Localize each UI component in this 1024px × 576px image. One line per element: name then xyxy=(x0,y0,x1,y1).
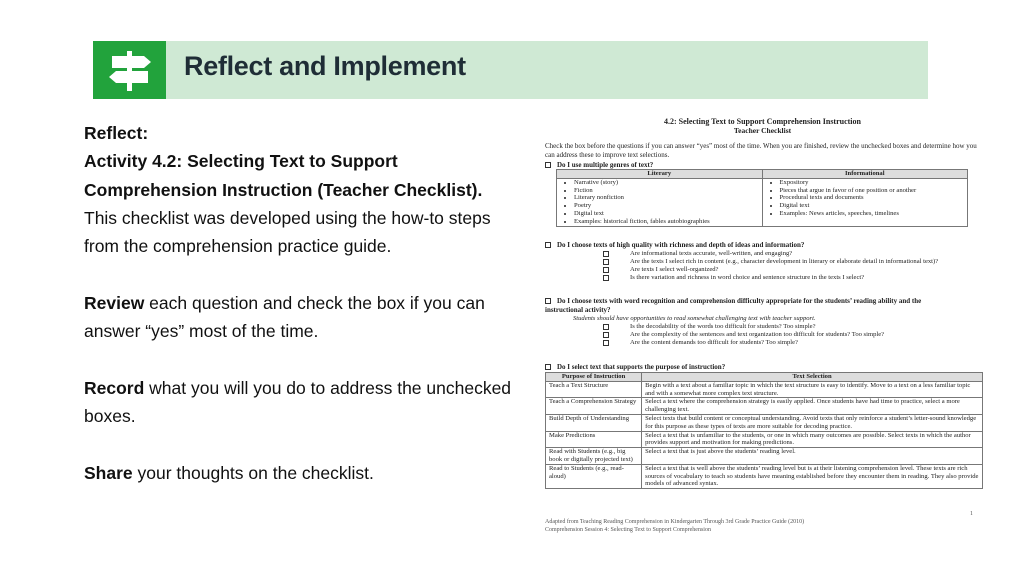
question-difficulty xyxy=(545,297,945,314)
column-header: Text Selection xyxy=(642,373,983,382)
list-item: • Narrative (story) xyxy=(574,179,759,187)
selection-cell: Select a text where the comprehension strategy is easily applied. Once students have had time to practice, select a more challenging text. xyxy=(642,398,983,415)
selection-cell: Select a text that is just above the students’ reading level. xyxy=(642,448,983,465)
literary-cell xyxy=(557,178,763,226)
table-row xyxy=(546,398,983,415)
subquestion xyxy=(603,266,981,274)
question-quality xyxy=(545,241,975,250)
subquestion-text: Are the texts I select rich in content (e.g., character development in literary or elaborate detail in informational text)? xyxy=(630,258,939,265)
informational-cell xyxy=(762,178,968,226)
purpose-cell: Teach a Text Structure xyxy=(546,381,642,398)
record-instruction xyxy=(84,374,514,431)
subquestion xyxy=(603,250,981,258)
checkbox[interactable] xyxy=(545,298,551,304)
share-text: your thoughts on the checklist. xyxy=(132,462,374,483)
checkbox[interactable] xyxy=(545,242,551,248)
purpose-cell: Build Depth of Understanding xyxy=(546,414,642,431)
list-item: • Fiction xyxy=(574,187,759,195)
list-item: • Pieces that argue in favor of one position or another xyxy=(780,187,965,195)
subquestion xyxy=(603,323,981,331)
question-text: Do I choose texts with word recognition and comprehension difficulty appropriate for the students’ reading ability and the instructional activity? xyxy=(545,297,922,314)
table-row xyxy=(546,464,983,488)
subquestion-text: Are the complexity of the sentences and text organization too difficult for students? Too simple? xyxy=(630,331,885,338)
reflect-heading: Reflect: xyxy=(84,123,149,143)
list-item: • Expository xyxy=(780,179,965,187)
question-purpose xyxy=(545,363,725,372)
checkbox[interactable] xyxy=(603,259,609,265)
column-header: Informational xyxy=(762,170,968,179)
difficulty-note: Students should have opportunities to read somewhat challenging text with teacher support. xyxy=(573,315,816,322)
checkbox[interactable] xyxy=(545,364,551,370)
footer-line: Comprehension Session 4: Selecting Text to Support Comprehension xyxy=(545,526,711,533)
checkbox[interactable] xyxy=(603,324,609,330)
list-item: • Examples: historical fiction, fables autobiographies xyxy=(574,218,759,226)
question-text: Do I choose texts of high quality with richness and depth of ideas and information? xyxy=(557,241,805,249)
difficulty-subquestions xyxy=(603,323,981,347)
purpose-cell: Make Predictions xyxy=(546,431,642,448)
checklist-subtitle: Teacher Checklist xyxy=(733,126,792,135)
list-item: • Digital text xyxy=(574,210,759,218)
table-row xyxy=(546,448,983,465)
selection-cell: Select a text that is well above the students’ reading level but is at their listening comprehension level. These texts are rich sources of vocabulary to teach so students have meaning established before they encounter them in reading. They also provide models of advanced syntax. xyxy=(642,464,983,488)
subquestion-text: Are texts I select well-organized? xyxy=(630,266,719,273)
subquestion xyxy=(603,258,981,266)
document-footer xyxy=(545,519,804,534)
checkbox[interactable] xyxy=(603,267,609,273)
review-text: each question and check the box if you can answer “yes” most of the time. xyxy=(84,292,485,342)
signpost-icon-box xyxy=(93,41,166,99)
subquestion-text: Is the decodability of the words too difficult for students? Too simple? xyxy=(630,323,816,330)
question-text: Do I select text that supports the purpose of instruction? xyxy=(557,363,726,371)
header-banner xyxy=(93,41,928,99)
column-header: Literary xyxy=(557,170,763,179)
selection-cell: Select a text that is unfamiliar to the students, or one in which many outcomes are possible. Select texts in which the author provides support and motivation for making predictions. xyxy=(642,431,983,448)
activity-title: Activity 4.2: Selecting Text to Support Comprehension Instruction (Teacher Checklist). xyxy=(84,151,483,200)
purpose-cell: Teach a Comprehension Strategy xyxy=(546,398,642,415)
purpose-cell: Read with Students (e.g., big book or digitally projected text) xyxy=(546,448,642,465)
list-item: • Examples: News articles, speeches, timelines xyxy=(780,210,965,218)
selection-cell: Select texts that build content or conceptual understanding. Avoid texts that only reinforce a student’s letter-sound knowledge for this purpose as these types of texts are more suitable for decoding practice. xyxy=(642,414,983,431)
quality-subquestions xyxy=(603,250,981,282)
review-keyword: Review xyxy=(84,292,145,313)
instructions-panel xyxy=(84,119,514,487)
subquestion xyxy=(603,274,981,282)
subquestion xyxy=(603,339,981,347)
review-instruction xyxy=(84,289,514,346)
list-item: • Poetry xyxy=(574,202,759,210)
subquestion-text: Is there variation and richness in word choice and sentence structure in the texts I select? xyxy=(630,274,865,281)
checkbox[interactable] xyxy=(603,340,609,346)
table-row xyxy=(546,414,983,431)
subquestion-text: Are the content demands too difficult for students? Too simple? xyxy=(630,339,798,346)
page-number: 1 xyxy=(970,511,973,517)
genre-table xyxy=(556,169,968,227)
list-item: • Procedural texts and documents xyxy=(780,194,965,202)
table-row xyxy=(546,381,983,398)
checkbox[interactable] xyxy=(603,251,609,257)
checkbox[interactable] xyxy=(545,162,551,168)
list-item: • Literary nonfiction xyxy=(574,194,759,202)
checklist-intro: Check the box before the questions if you can answer “yes” most of the time. When you are finished, review the unchecked boxes and determine how you can address these to improve text selections. xyxy=(545,142,977,159)
signpost-icon xyxy=(102,47,158,93)
purpose-cell: Read to Students (e.g., read-aloud) xyxy=(546,464,642,488)
share-keyword: Share xyxy=(84,462,133,483)
share-instruction xyxy=(84,459,514,487)
checkbox[interactable] xyxy=(603,332,609,338)
question-text: Do I use multiple genres of text? xyxy=(557,161,654,169)
checkbox[interactable] xyxy=(603,275,609,281)
checklist-title: 4.2: Selecting Text to Support Comprehension Instruction xyxy=(664,117,861,126)
list-item: • Digital text xyxy=(780,202,965,210)
subquestion xyxy=(603,331,981,339)
checklist-document xyxy=(540,104,985,544)
footer-line: Adapted from Teaching Reading Comprehension in Kindergarten Through 3rd Grade Practice Guide (2010) xyxy=(545,519,805,525)
column-header: Purpose of Instruction xyxy=(546,373,642,382)
activity-description: This checklist was developed using the how-to steps from the comprehension practice guide. xyxy=(84,207,491,257)
banner-title: Reflect and Implement xyxy=(184,51,466,81)
table-row xyxy=(546,431,983,448)
record-keyword: Record xyxy=(84,377,145,398)
purpose-table xyxy=(545,372,983,489)
subquestion-text: Are informational texts accurate, well-written, and engaging? xyxy=(630,250,793,257)
selection-cell: Begin with a text about a familiar topic in which the text structure is easy to identify. Move to a text on a less familiar topic and with a somewhat more complex text structure. xyxy=(642,381,983,398)
record-text: what you will you do to address the unchecked boxes. xyxy=(84,377,512,426)
